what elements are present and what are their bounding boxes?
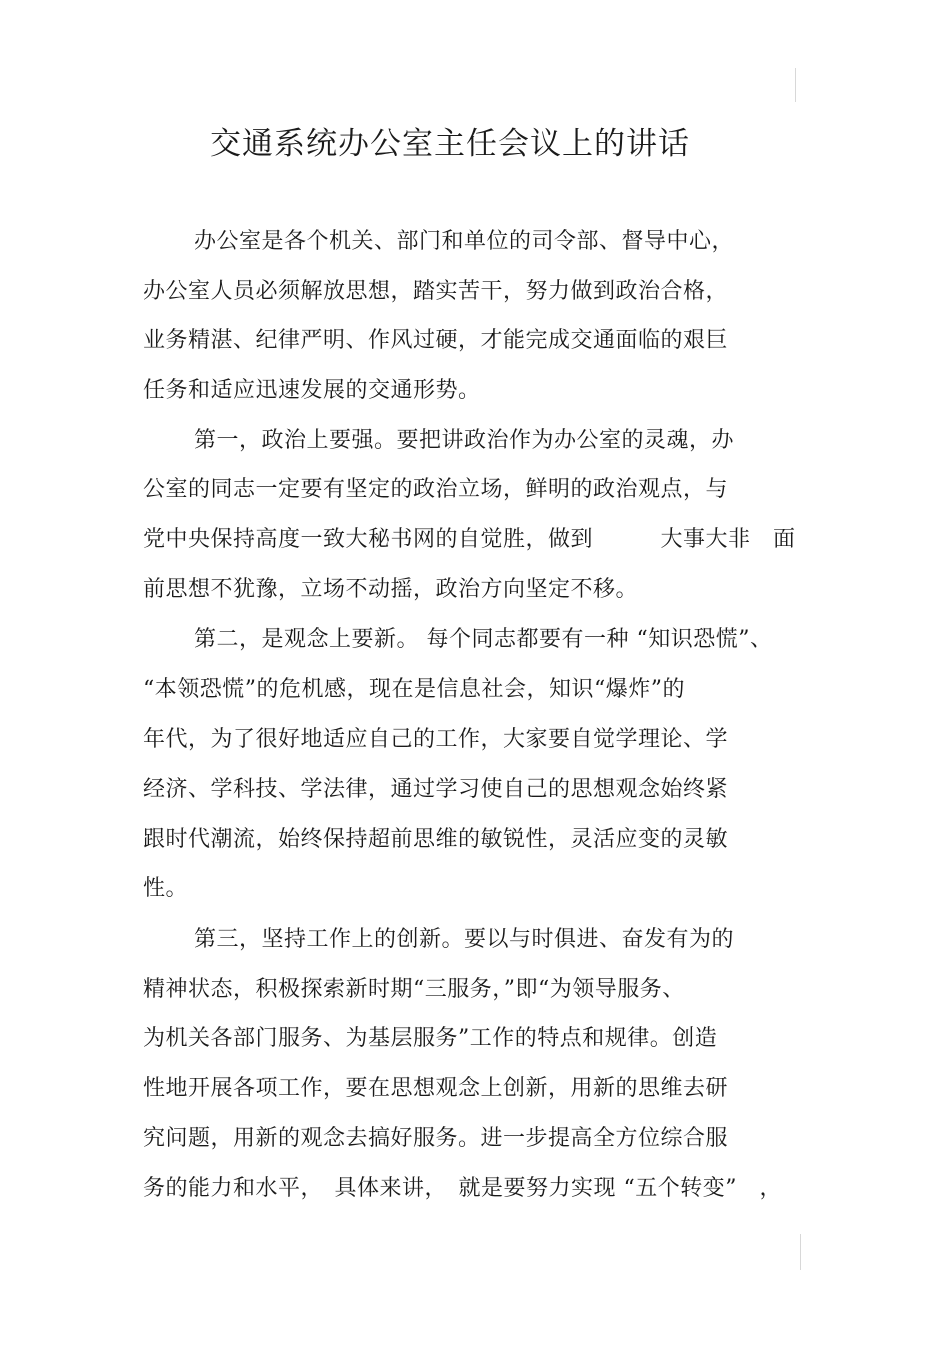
page-edge-mark-top xyxy=(795,68,796,102)
paragraph-line: 经济、学科技、学法律，通过学习使自己的思想观念始终紧 xyxy=(143,777,729,802)
paragraph-line: 为机关各部门服务、为基层服务”工作的特点和规律。创造 xyxy=(143,1026,718,1051)
paragraph-line: 跟时代潮流，始终保持超前思维的敏锐性，灵活应变的灵敏 xyxy=(143,827,729,852)
paragraph-line: 前思想不犹豫，立场不动摇，政治方向坚定不移。 xyxy=(143,577,639,602)
paragraph-line: 精神状态，积极探索新时期“三服务，”即“为领导服务、 xyxy=(143,977,685,1002)
paragraph-line: “本领恐慌”的危机感，现在是信息社会，知识“爆炸”的 xyxy=(143,677,685,702)
paragraph-line: 第一，政治上要强。要把讲政治作为办公室的灵魂，办 xyxy=(194,428,735,453)
paragraph-line: 公室的同志一定要有坚定的政治立场，鲜明的政治观点，与 xyxy=(143,477,729,502)
paragraph-line: 务的能力和水平， 具体来讲， 就是要努力实现 “五个转变” ， xyxy=(143,1176,782,1201)
paragraph-line: 性。 xyxy=(143,876,189,901)
paragraph-line: 第三，坚持工作上的创新。要以与时俱进、奋发有为的 xyxy=(194,927,735,952)
paragraph-line: 办公室人员必须解放思想，踏实苦干，努力做到政治合格， xyxy=(143,279,729,304)
paragraph-line: 性地开展各项工作，要在思想观念上创新，用新的思维去研 xyxy=(143,1076,729,1101)
paragraph-line: 党中央保持高度一致大秘书网的自觉胜，做到 大事大非 面 xyxy=(143,527,796,552)
paragraph-line: 办公室是各个机关、部门和单位的司令部、督导中心， xyxy=(194,229,735,254)
document-title: 交通系统办公室主任会议上的讲话 xyxy=(210,126,690,162)
paragraph-line: 第二，是观念上要新。 每个同志都要有一种 “知识恐慌”、 xyxy=(194,627,773,652)
paragraph-line: 究问题，用新的观念去搞好服务。进一步提高全方位综合服 xyxy=(143,1126,729,1151)
paragraph-line: 年代，为了很好地适应自己的工作，大家要自觉学理论、学 xyxy=(143,727,729,752)
paragraph-line: 业务精湛、纪律严明、作风过硬，才能完成交通面临的艰巨 xyxy=(143,328,729,353)
paragraph-line: 任务和适应迅速发展的交通形势。 xyxy=(143,378,481,403)
page-edge-mark-bottom xyxy=(800,1234,801,1270)
